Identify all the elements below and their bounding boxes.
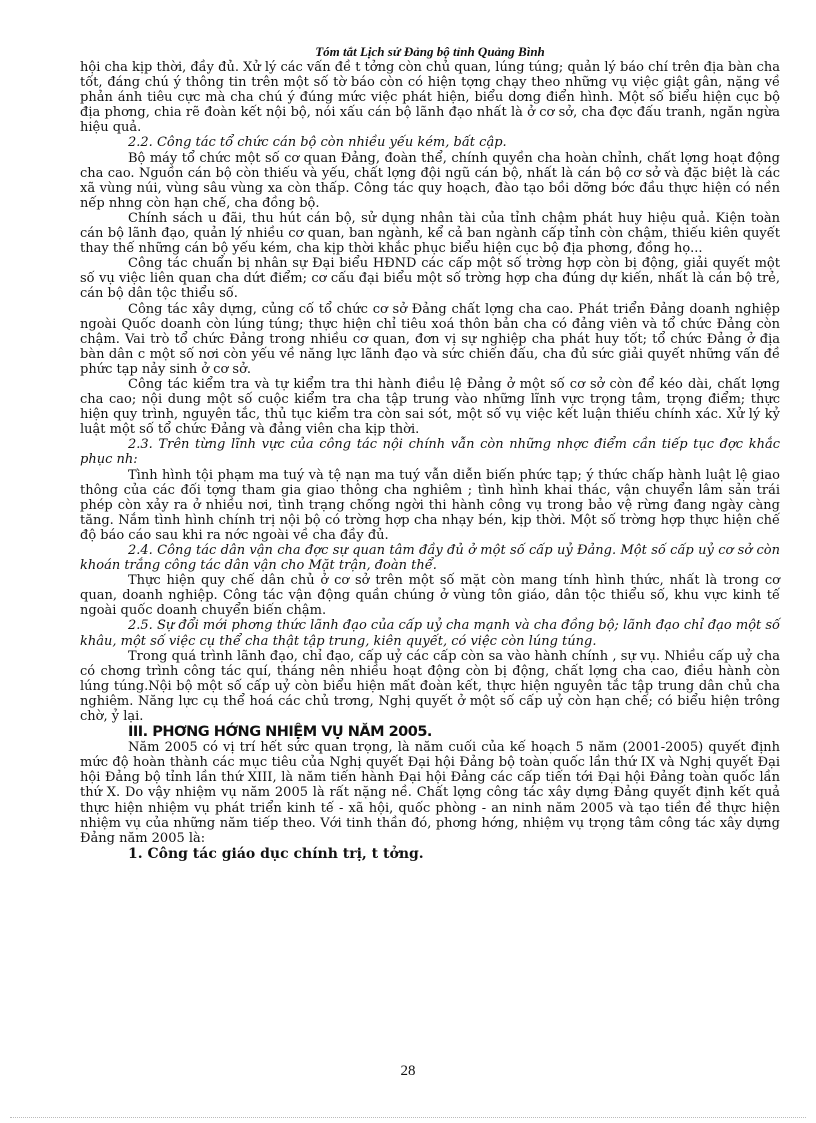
section-subheading: 2.2. Công tác tổ chức cán bộ còn nhiều yếu kém, bất cập. [128, 135, 507, 151]
document-page [80, 44, 780, 863]
section-heading: III. PHƠNG HỚNG NHIỆM VỤ NĂM 2005. [128, 724, 432, 741]
paragraph: Tình hình tội phạm ma tuý và tệ nạn ma tuý vẫn diễn biến phức tạp; ý thức chấp hành luật lệ giao thông của các đối tợng tham gia giao thông cha nghiêm ; tình hình khai thác, vận chuyển lâm sản trái phép còn xảy ra ở nhiều nơi, tình trạng chống ngời thi hành công vụ trong bảo vệ rừng đang ngày càng tăng. Nắm tình hình chính trị nội bộ có trờng hợp cha nhạy bén, kịp thời. Một số trờng hợp thực hiện chế độ báo cáo sau khi ra nớc ngoài về cha đầy đủ. [80, 467, 780, 543]
running-header: Tóm tắt Lịch sử Đảng bộ tỉnh Quảng Bình [315, 44, 545, 59]
section-subheading: 2.4. Công tác dân vận cha đợc sự quan tâm đầy đủ ở một số cấp uỷ Đảng. Một số cấp uỷ cơ sở còn khoán trắng công tác dân vận cho Mặt trận, đoàn thể. [80, 543, 780, 574]
paragraph: Công tác kiểm tra và tự kiểm tra thi hành điều lệ Đảng ở một số cơ sở còn để kéo dài, chất lợng cha cao; nội dung một số cuộc kiểm tra cha tập trung vào những lĩnh vực trọng tâm, trọng điểm; thực hiện quy trình, nguyên tắc, thủ tục kiểm tra còn sai sót, một số vụ việc kết luận thiếu chính xác. Xử lý kỷ luật một số tổ chức Đảng và đảng viên cha kịp thời. [80, 376, 780, 438]
paragraph: Trong quá trình lãnh đạo, chỉ đạo, cấp uỷ các cấp còn sa vào hành chính , sự vụ. Nhiều cấp uỷ cha có chơng trình công tác quí, tháng nên nhiều hoạt động còn bị động, chất lợng cha cao, điều hành còn lúng túng.Nội bộ một số cấp uỷ còn biểu hiện mất đoàn kết, thực hiện nguyên tắc tập trung dân chủ cha nghiêm. Năng lực cụ thể hoá các chủ trơng, Nghị quyết ở một số cấp uỷ còn hạn chế; có biểu hiện trông chờ, ỷ lại. [80, 648, 780, 725]
paragraph: Công tác xây dựng, củng cố tổ chức cơ sở Đảng chất lợng cha cao. Phát triển Đảng doanh nghiệp ngoài Quốc doanh còn lúng túng; thực hiện chỉ tiêu xoá thôn bản cha có đảng viên và tổ chức Đảng còn chậm. Vai trò tổ chức Đảng trong nhiều cơ quan, đơn vị sự nghiệp cha phát huy tốt; tổ chức Đảng ở địa bàn dân c một số nơi còn yếu về năng lực lãnh đạo và sức chiến đấu, cha đủ sức giải quyết những vấn đề phức tạp nảy sinh ở cơ sở. [80, 301, 780, 377]
paragraph: Năm 2005 có vị trí hết sức quan trọng, là năm cuối của kế hoạch 5 năm (2001-2005) quyết định mức độ hoàn thành các mục tiêu của Nghị quyết Đại hội Đảng bộ toàn quốc lần thứ IX và Nghị quyết Đại hội Đảng bộ tỉnh lần thứ XIII, là năm tiến hành Đại hội Đảng các cấp tiến tới Đại hội Đảng toàn quốc lần thứ X. Do vậy nhiệm vụ năm 2005 là rất nặng nề. Chất lợng công tác xây dựng Đảng quyết định kết quả thực hiện nhiệm vụ phát triển kinh tế - xã hội, quốc phòng - an ninh năm 2005 và tạo tiền đề thực hiện nhiệm vụ của những năm tiếp theo. Với tinh thần đó, phơng hớng, nhiệm vụ trọng tâm công tác xây dựng Đảng năm 2005 là: [80, 740, 780, 846]
paragraph: Bộ máy tổ chức một số cơ quan Đảng, đoàn thể, chính quyền cha hoàn chỉnh, chất lợng hoạt động cha cao. Nguồn cán bộ còn thiếu và yếu, chất lợng đội ngũ cán bộ, nhất là cán bộ cơ sở và đặc biệt là các xã vùng núi, vùng sâu vùng xa còn thấp. Công tác quy hoạch, đào tạo bồi dỡng bớc đầu thực hiện có nền nếp nhng còn hạn chế, cha đồng bộ. [80, 150, 780, 211]
subsection-heading: 1. Công tác giáo dục chính trị, t tởng. [128, 845, 424, 862]
footer-divider [10, 1117, 806, 1118]
section-subheading: 2.5. Sự đổi mới phơng thức lãnh đạo của cấp uỷ cha mạnh và cha đồng bộ; lãnh đạo chỉ đạo một số khâu, một số việc cụ thể cha thật tập trung, kiên quyết, có việc còn lúng túng. [80, 618, 780, 649]
paragraph: Thực hiện quy chế dân chủ ở cơ sở trên một số mặt còn mang tính hình thức, nhất là trong cơ quan, doanh nghiệp. Công tác vận động quần chúng ở vùng tôn giáo, dân tộc thiểu số, khu vực kinh tế ngoài quốc doanh chuyển biến chậm. [80, 573, 780, 619]
section-subheading: 2.3. Trên từng lĩnh vực của công tác nội chính vẫn còn những nhợc điểm cần tiếp tục đợc khắc phục nh: [80, 437, 780, 468]
body-text [80, 60, 780, 863]
page-number: 28 [400, 1063, 416, 1079]
paragraph: Công tác chuẩn bị nhân sự Đại biểu HĐND các cấp một số trờng hợp còn bị động, giải quyết một số vụ việc liên quan cha dứt điểm; cơ cấu đại biểu một số trờng hợp cha đúng dự kiến, nhất là cán bộ trẻ, cán bộ dân tộc thiểu số. [80, 256, 780, 302]
paragraph: Chính sách u đãi, thu hút cán bộ, sử dụng nhân tài của tỉnh chậm phát huy hiệu quả. Kiện toàn cán bộ lãnh đạo, quản lý nhiều cơ quan, ban ngành, kể cả ban ngành cấp tỉnh còn chậm, thiếu kiên quyết thay thế những cán bộ yếu kém, cha kịp thời khắc phục biểu hiện cục bộ địa phơng, đồng họ... [80, 210, 780, 257]
paragraph-continued: hội cha kịp thời, đầy đủ. Xử lý các vấn đề t tởng còn chủ quan, lúng túng; quản lý báo chí trên địa bàn cha tốt, đáng chú ý thông tin trên một số tờ báo còn có hiện tợng chạy theo những vụ việc giật gân, nặng về phản ánh tiêu cực mà cha chú ý đúng mức việc phát hiện, biểu dơng điển hình. Một số biểu hiện cục bộ địa phơng, chia rẽ đoàn kết nội bộ, nói xấu cán bộ lãnh đạo nhất là ở cơ sở, cha đợc đấu tranh, ngăn ngừa hiệu quả. [80, 60, 780, 136]
